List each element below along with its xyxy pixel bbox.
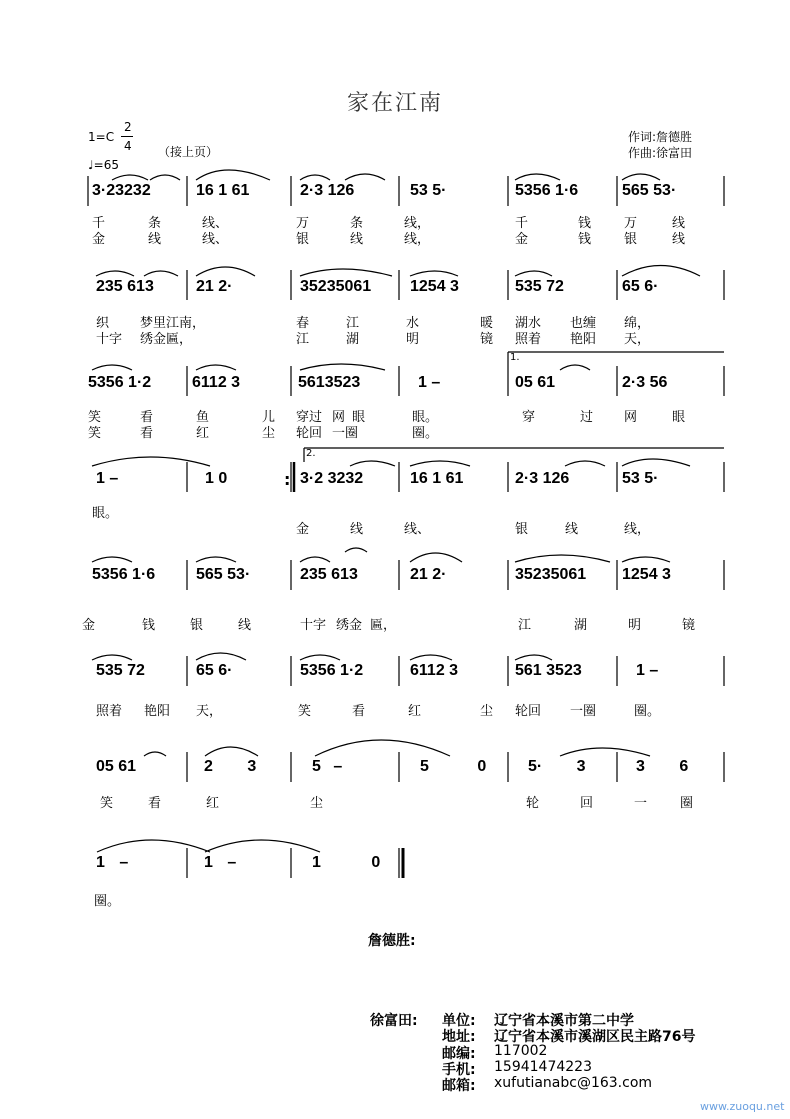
zip-value: 117002 (494, 1043, 548, 1059)
author-credit-1: 詹德胜: (368, 933, 416, 949)
measure: 1 – (96, 470, 119, 487)
time-signature-bottom: 4 (124, 139, 132, 153)
measure: 5 – (312, 758, 343, 775)
repeat-sign: : (284, 470, 291, 489)
measure: 6112 3 (192, 374, 241, 391)
measure: 1 – (418, 374, 441, 391)
measure: 235 613 (300, 566, 358, 583)
measure: 16 1 61 (410, 470, 464, 487)
measure: 5· 3 (528, 758, 586, 775)
measure: 1 – (204, 854, 237, 871)
measure: 53 5· (622, 470, 659, 487)
measure: 05 61 (515, 374, 556, 391)
measure: 5 0 (420, 758, 487, 775)
measure: 2 3 (204, 758, 257, 775)
measure: 1 – (636, 662, 659, 679)
volta-2: 2. (306, 448, 316, 459)
measure: 535 72 (515, 278, 564, 295)
composer-credit: 作曲:徐富田 (628, 146, 693, 160)
measure: 3·2 3232 (300, 470, 364, 487)
measure: 535 72 (96, 662, 145, 679)
measure: 16 1 61 (196, 182, 250, 199)
measure: 35235061 (300, 278, 372, 295)
unit-value: 辽宁省本溪市第二中学 (494, 1013, 634, 1029)
unit-label: 单位: (442, 1013, 476, 1029)
lyricist-credit: 作词:詹德胜 (628, 130, 693, 144)
measure: 5356 1·6 (92, 566, 156, 583)
measure: 6112 3 (410, 662, 459, 679)
measure: 21 2· (410, 566, 447, 583)
measure: 1 – (96, 854, 129, 871)
measure: 1254 3 (622, 566, 671, 583)
measure: 2·3 126 (300, 182, 355, 199)
measure: 5613523 (298, 374, 361, 391)
measure: 561 3523 (515, 662, 582, 679)
phone-value: 15941474223 (494, 1059, 592, 1075)
measure: 2·3 126 (515, 470, 570, 487)
measure: 3 6 (636, 758, 689, 775)
time-signature-top: 2 (124, 120, 132, 134)
email-value: xufutianabc@163.com (494, 1075, 653, 1091)
watermark: www.zuoqu.net (700, 1100, 785, 1113)
measure: 35235061 (515, 566, 587, 583)
measure: 565 53· (196, 566, 251, 583)
address-value: 辽宁省本溪市溪湖区民主路76号 (494, 1029, 696, 1045)
measure: 565 53· (622, 182, 677, 199)
measure: 2·3 56 (622, 374, 668, 391)
measure: 235 613 (96, 278, 154, 295)
continue-note: （接上页） (158, 145, 219, 159)
measure: 3·23232 (92, 182, 151, 199)
key-signature: 1=C (88, 130, 115, 144)
volta-1: 1. (510, 352, 520, 363)
tempo-mark: ♩=65 (88, 158, 119, 172)
measure: 1 0 (205, 470, 228, 487)
measure: 21 2· (196, 278, 233, 295)
zip-label: 邮编: (442, 1046, 476, 1062)
address-label: 地址: (442, 1029, 476, 1045)
page-title: 家在江南 (346, 91, 443, 116)
measure: 5356 1·2 (300, 662, 364, 679)
measure: 65 6· (196, 662, 233, 679)
measure: 1254 3 (410, 278, 459, 295)
measure: 5356 1·2 (88, 374, 152, 391)
measure: 5356 1·6 (515, 182, 579, 199)
measure: 1 0 (312, 854, 381, 871)
email-label: 邮箱: (442, 1078, 476, 1094)
measure: 53 5· (410, 182, 447, 199)
measure: 05 61 (96, 758, 137, 775)
measure: 65 6· (622, 278, 659, 295)
author-credit-2: 徐富田: (370, 1013, 418, 1029)
phone-label: 手机: (442, 1062, 476, 1078)
